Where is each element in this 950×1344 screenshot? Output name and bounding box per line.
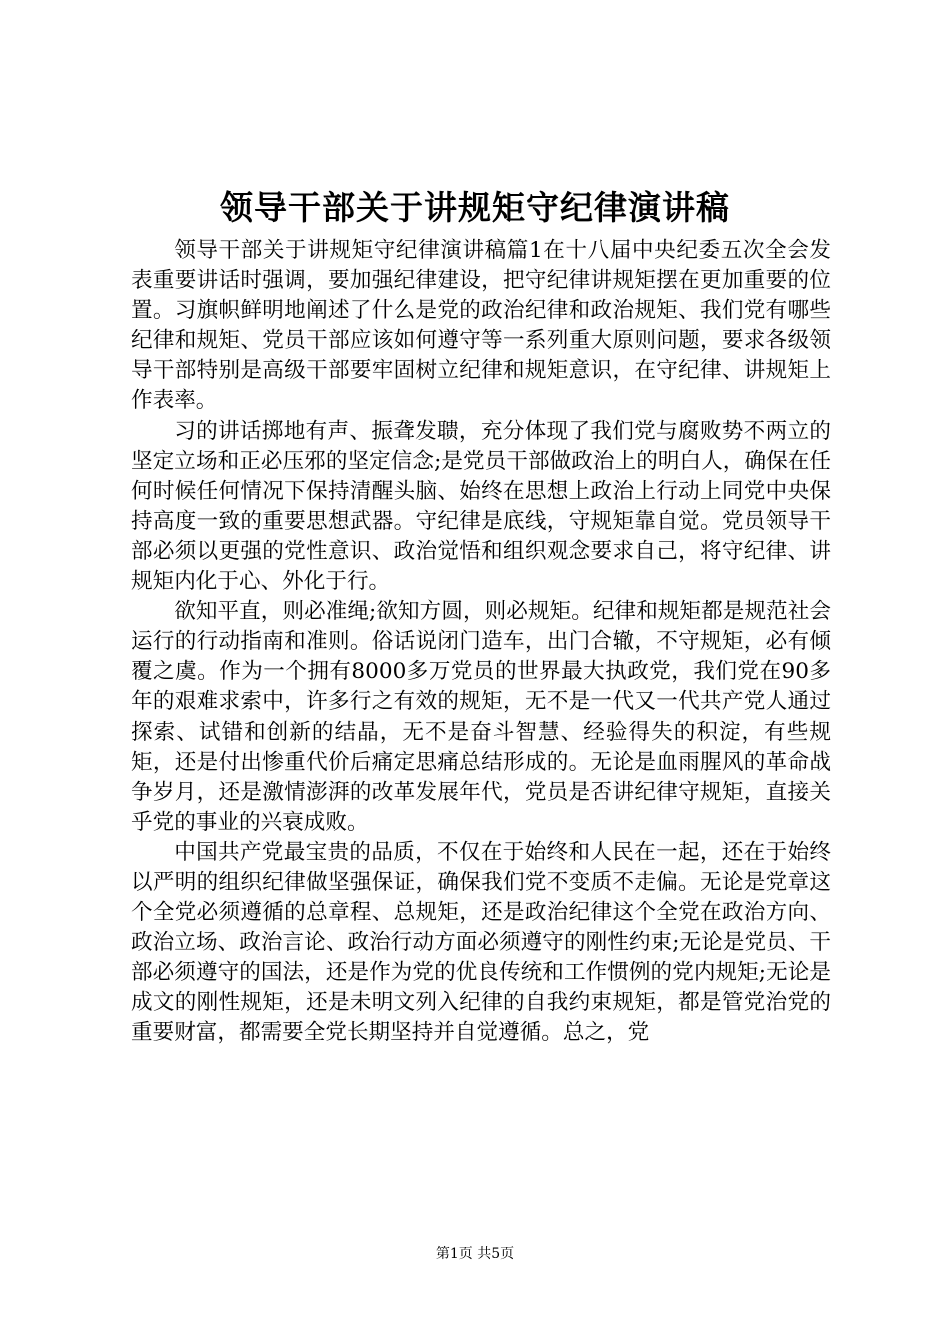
paragraph: 领导干部关于讲规矩守纪律演讲稿篇1在十八届中央纪委五次全会发表重要讲话时强调，要加强纪律建设，把守纪律讲规矩摆在更加重要的位置。习旗帜鲜明地阐述了什么是党的政治纪律和政治规矩、我们党有哪些纪律和规矩、党员干部应该如何遵守等一系列重大原则问题，要求各级领导干部特别是高级干部要牢固树立纪律和规矩意识，在守纪律、讲规矩上作表率。 (131, 238, 831, 414)
paragraph: 欲知平直，则必准绳;欲知方圆，则必规矩。纪律和规矩都是规范社会运行的行动指南和准则。俗话说闭门造车，出门合辙，不守规矩，必有倾覆之虞。作为一个拥有8000多万党员的世界最大执政党，我们党在90多年的艰难求索中，许多行之有效的规矩，无不是一代又一代共产党人通过探索、试错和创新的结晶，无不是奋斗智慧、经验得失的积淀，有些规矩，还是付出惨重代价后痛定思痛总结形成的。无论是血雨腥风的革命战争岁月，还是激情澎湃的改革发展年代，党员是否讲纪律守规矩，直接关乎党的事业的兴衰成败。 (131, 599, 831, 835)
document-title: 领导干部关于讲规矩守纪律演讲稿 (220, 188, 730, 227)
document-body (131, 236, 831, 1049)
page-number-footer: 第1页 共5页 (435, 1246, 515, 1262)
paragraph: 习的讲话掷地有声、振聋发聩，充分体现了我们党与腐败势不两立的坚定立场和正必压邪的坚定信念;是党员干部做政治上的明白人，确保在任何时候任何情况下保持清醒头脑、始终在思想上政治上行动上同党中央保持高度一致的重要思想武器。守纪律是底线，守规矩靠自觉。党员领导干部必须以更强的党性意识、政治觉悟和组织观念要求自己，将守纪律、讲规矩内化于心、外化于行。 (131, 418, 831, 595)
paragraph: 中国共产党最宝贵的品质，不仅在于始终和人民在一起，还在于始终以严明的组织纪律做坚强保证，确保我们党不变质不走偏。无论是党章这个全党必须遵循的总章程、总规矩，还是政治纪律这个全党在政治方向、政治立场、政治言论、政治行动方面必须遵守的刚性约束;无论是党员、干部必须遵守的国法，还是作为党的优良传统和工作惯例的党内规矩;无论是成文的刚性规矩，还是未明文列入纪律的自我约束规矩，都是管党治党的重要财富，都需要全党长期坚持并自觉遵循。总之，党 (131, 839, 831, 1046)
